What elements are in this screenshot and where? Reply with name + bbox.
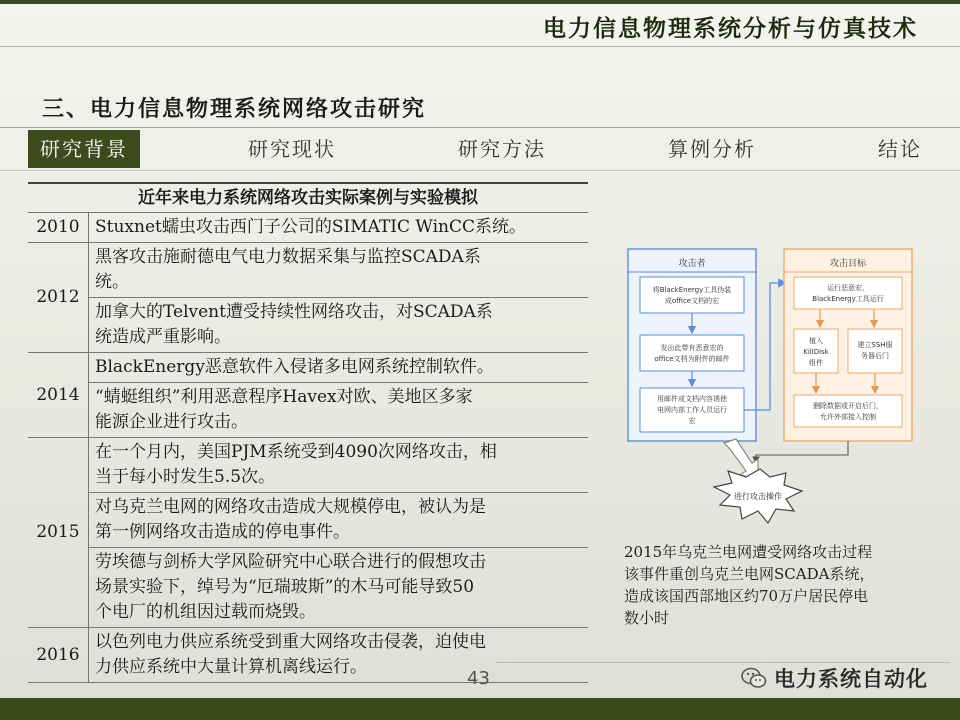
case-line: 统。 [95, 272, 129, 292]
case-description [89, 493, 589, 548]
svg-text:发出此带有恶意宏的: 发出此带有恶意宏的 [660, 344, 724, 352]
svg-text:建立SSH服: 建立SSH服 [857, 341, 893, 349]
table-row [28, 213, 588, 243]
svg-text:BlackEnergy工具运行: BlackEnergy工具运行 [812, 295, 884, 303]
bottom-bar [0, 698, 960, 720]
caption-line: 该事件重创乌克兰电网SCADA系统， [624, 565, 875, 583]
target-label: 攻击目标 [829, 259, 867, 269]
attacker-step-email [640, 335, 744, 371]
nav-bottom-divider [0, 170, 960, 171]
tab-conclusion[interactable]: 结论 [878, 137, 922, 161]
case-line: 黑客攻击施耐德电气电力数据采集与监控SCADA系 [95, 247, 481, 267]
table-title: 近年来电力系统网络攻击实际案例与实验模拟 [28, 183, 588, 213]
page-number: 43 [467, 668, 490, 689]
table-row [28, 353, 588, 383]
case-line: 加拿大的Telvent遭受持续性网络攻击，对SCADA系 [95, 302, 493, 322]
brand-watermark [740, 664, 928, 692]
case-description [89, 353, 589, 383]
diagram-caption [624, 541, 944, 629]
case-line: 以色列电力供应系统受到重大网络攻击侵袭，迫使电 [95, 632, 486, 652]
caption-line: 造成该国西部地区约70万户居民停电 [624, 587, 869, 605]
case-description [89, 213, 589, 243]
svg-text:office文档为附件的邮件: office文档为附件的邮件 [654, 355, 730, 363]
slide-series-title: 电力信息物理系统分析与仿真技术 [543, 15, 918, 42]
table-row [28, 438, 588, 493]
section-nav [0, 130, 960, 170]
svg-text:将BlackEnergy工具伪装: 将BlackEnergy工具伪装 [652, 286, 732, 294]
attack-cases-table [28, 182, 588, 683]
case-line: 当于每小时发生5.5次。 [95, 467, 276, 487]
table-row [28, 548, 588, 628]
attack-process-diagram [624, 243, 916, 533]
target-step-delete [794, 395, 902, 427]
case-line: Stuxnet蠕虫攻击西门子公司的SIMATIC WinCC系统。 [95, 217, 527, 237]
tab-case-analysis[interactable]: 算例分析 [668, 137, 756, 161]
svg-text:成office文档的宏: 成office文档的宏 [664, 297, 720, 305]
table-row [28, 493, 588, 548]
case-line: 力供应系统中大量计算机离线运行。 [95, 657, 367, 677]
svg-text:植入: 植入 [809, 337, 823, 345]
year-cell: 2010 [28, 213, 89, 243]
nav-top-divider [0, 127, 960, 128]
year-cell: 2014 [28, 353, 89, 438]
brand-name: 电力系统自动化 [774, 667, 928, 691]
case-line: 劳埃德与剑桥大学风险研究中心联合进行的假想攻击 [95, 552, 486, 572]
target-step-ssh [848, 329, 902, 373]
attack-operation-label: 进行攻击操作 [734, 492, 782, 501]
table-row [28, 628, 588, 683]
attacker-label: 攻击者 [678, 259, 706, 269]
svg-text:KillDisk: KillDisk [803, 348, 829, 356]
case-description [89, 243, 589, 298]
svg-text:电网内部工作人员运行: 电网内部工作人员运行 [657, 406, 727, 414]
case-description [89, 628, 589, 683]
section-title: 三、电力信息物理系统网络攻击研究 [42, 96, 427, 122]
attacker-step-disguise [640, 277, 744, 313]
svg-text:用邮件或文档内容诱使: 用邮件或文档内容诱使 [657, 395, 727, 403]
table-row [28, 383, 588, 438]
top-bar [0, 0, 960, 4]
case-line: 在一个月内，美国PJM系统受到4090次网络攻击，相 [95, 442, 497, 462]
case-line: “蜻蜓组织”利用恶意程序Havex对欧、美地区多家 [95, 387, 473, 407]
wechat-icon [740, 666, 768, 690]
table-row [28, 298, 588, 353]
caption-line: 数小时 [624, 609, 670, 627]
tab-research-methods[interactable]: 研究方法 [458, 137, 546, 161]
case-description [89, 438, 589, 493]
case-line: 能源企业进行攻击。 [95, 412, 248, 432]
year-cell: 2012 [28, 243, 89, 353]
case-line: 第一例网络攻击造成的停电事件。 [95, 522, 350, 542]
tab-research-background[interactable]: 研究背景 [28, 130, 140, 168]
svg-text:允许外部接入控制: 允许外部接入控制 [820, 413, 876, 421]
connector-to-action [756, 441, 848, 463]
svg-text:组件: 组件 [809, 359, 823, 367]
header-divider [0, 46, 960, 47]
year-cell: 2015 [28, 438, 89, 628]
case-line: 场景实验下，绰号为“厄瑞玻斯”的木马可能导致50 [95, 577, 475, 597]
case-line: 个电厂的机组因过载而烧毁。 [95, 602, 316, 622]
svg-text:运行恶意宏，: 运行恶意宏， [827, 284, 869, 292]
case-line: 统造成严重影响。 [95, 327, 231, 347]
target-step-run [794, 277, 902, 309]
svg-text:删除数据或开启后门，: 删除数据或开启后门， [813, 402, 883, 410]
case-description [89, 548, 589, 628]
svg-text:宏: 宏 [688, 417, 696, 425]
year-cell: 2016 [28, 628, 89, 683]
caption-line: 2015年乌克兰电网遭受网络攻击过程 [624, 543, 873, 561]
case-line: BlackEnergy恶意软件入侵诸多电网系统控制软件。 [95, 357, 494, 377]
tab-research-status[interactable]: 研究现状 [248, 137, 336, 161]
svg-text:务器后门: 务器后门 [861, 352, 889, 360]
case-line: 对乌克兰电网的网络攻击造成大规模停电，被认为是 [95, 497, 486, 517]
case-description [89, 298, 589, 353]
table-row [28, 243, 588, 298]
case-description [89, 383, 589, 438]
